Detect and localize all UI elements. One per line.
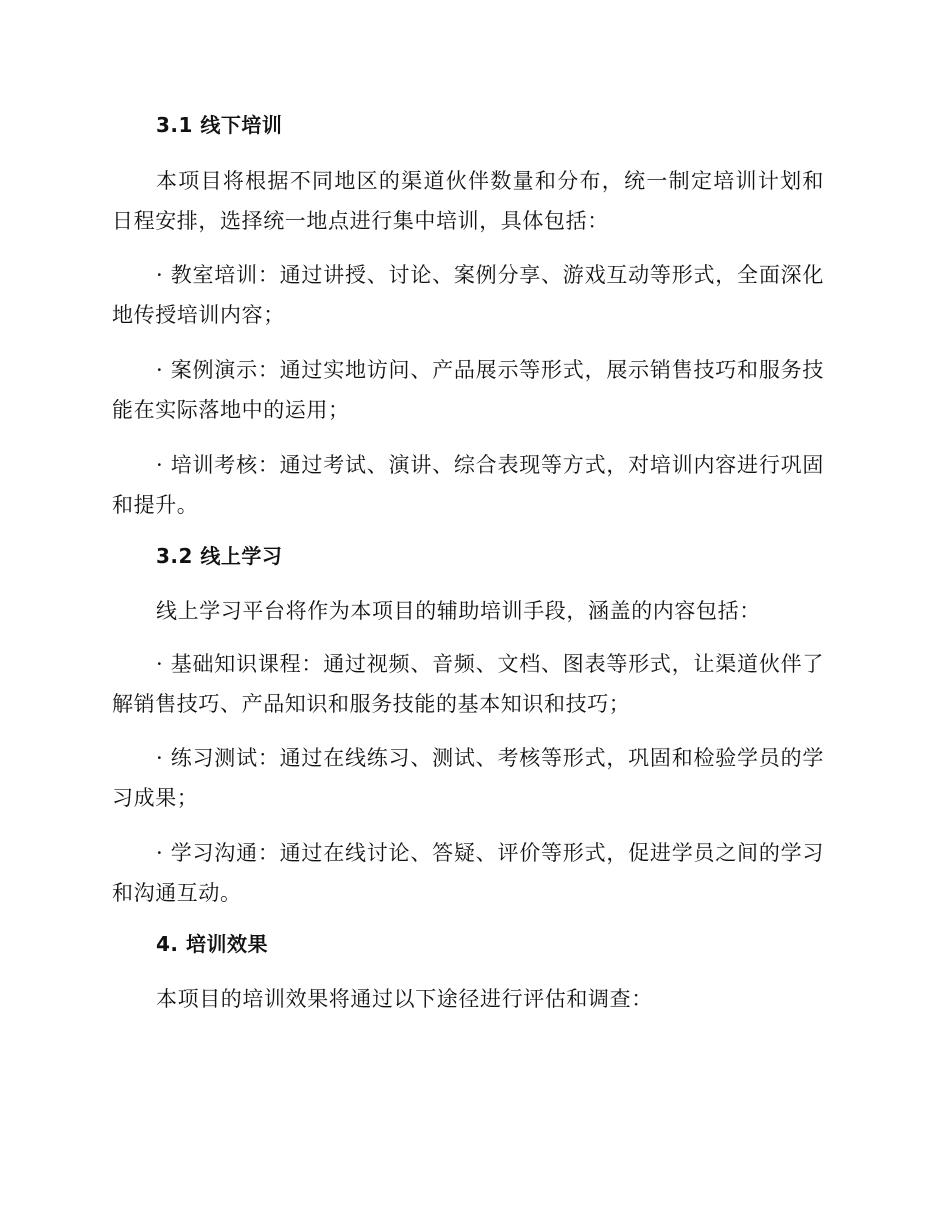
bullet-basic-courses: · 基础知识课程：通过视频、音频、文档、图表等形式，让渠道伙伴了解销售技巧、产品知识和服务技能的基本知识和技巧； (112, 652, 824, 716)
section-heading-3-1: 3.1 线下培训 (156, 113, 283, 137)
section-heading-4: 4. 培训效果 (156, 932, 268, 956)
document-body (112, 108, 824, 1019)
bullet-classroom-training: · 教室培训：通过讲授、讨论、案例分享、游戏互动等形式，全面深化地传授培训内容； (112, 263, 824, 327)
section-3-2-intro: 线上学习平台将作为本项目的辅助培训手段，涵盖的内容包括： (156, 599, 761, 623)
bullet-practice-tests: · 练习测试：通过在线练习、测试、考核等形式，巩固和检验学员的学习成果； (112, 746, 824, 810)
bullet-case-demo: · 案例演示：通过实地访问、产品展示等形式，展示销售技巧和服务技能在实际落地中的运用； (112, 358, 824, 422)
section-4-intro: 本项目的培训效果将通过以下途径进行评估和调查： (156, 987, 653, 1011)
section-3-1-intro: 本项目将根据不同地区的渠道伙伴数量和分布，统一制定培训计划和日程安排，选择统一地点进行集中培训，具体包括： (112, 169, 824, 233)
section-heading-3-2: 3.2 线上学习 (156, 544, 283, 568)
bullet-training-assessment: · 培训考核：通过考试、演讲、综合表现等方式，对培训内容进行巩固和提升。 (112, 453, 824, 517)
bullet-learning-communication: · 学习沟通：通过在线讨论、答疑、评价等形式，促进学员之间的学习和沟通互动。 (112, 841, 824, 905)
